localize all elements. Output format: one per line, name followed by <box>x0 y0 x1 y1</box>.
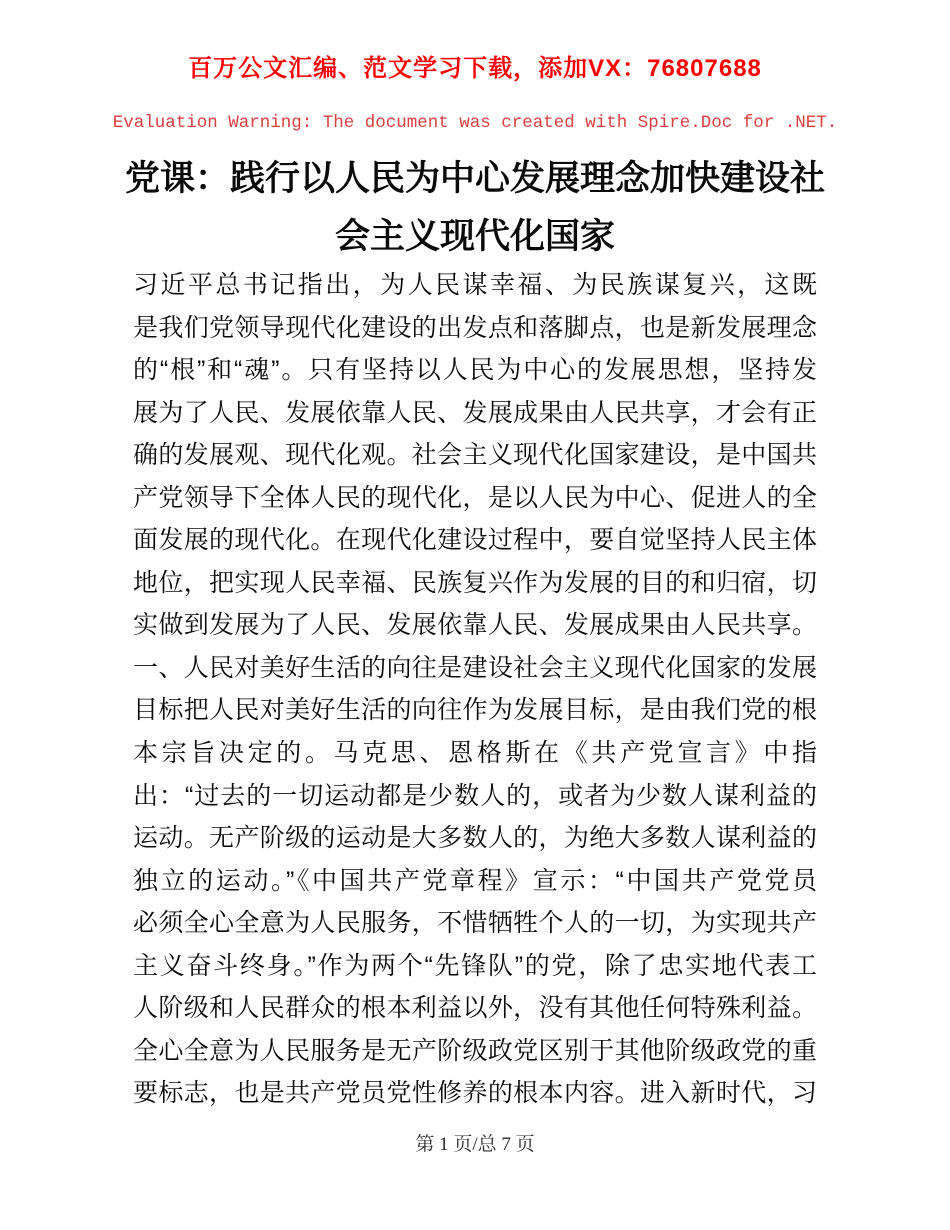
body-text-line: 的“根”和“魂”。只有坚持以人民为中心的发展思想，坚持发 <box>133 356 817 385</box>
body-text-line: 实做到发展为了人民、发展依靠人民、发展成果由人民共享。 <box>133 611 817 640</box>
body-text-line: 独立的运动。”《中国共产党章程》宣示：“中国共产党党员 <box>133 866 817 895</box>
document-body <box>133 264 817 1115</box>
document-title: 党课：践行以人民为中心发展理念加快建设社会主义现代化国家 <box>124 159 825 256</box>
body-text-line: 人阶级和人民群众的根本利益以外，没有其他任何特殊利益。 <box>133 994 817 1023</box>
page-number-label: 第 1 页/总 7 页 <box>415 1134 535 1155</box>
body-text-line: 要标志，也是共产党员党性修养的根本内容。进入新时代，习 <box>133 1079 817 1108</box>
body-text-line: 地位，把实现人民幸福、民族复兴作为发展的目的和归宿，切 <box>133 568 817 597</box>
promo-notice-text: 百万公文汇编、范文学习下载，添加VX：76807688 <box>188 55 762 82</box>
body-text-line: 一、人民对美好生活的向往是建设社会主义现代化国家的发展 <box>133 653 817 682</box>
body-text-line: 产党领导下全体人民的现代化，是以人民为中心、促进人的全 <box>133 483 817 512</box>
body-text-line: 面发展的现代化。在现代化建设过程中，要自觉坚持人民主体 <box>133 526 817 555</box>
body-text-line: 必须全心全意为人民服务，不惜牺牲个人的一切，为实现共产 <box>133 909 817 938</box>
body-text-line: 出：“过去的一切运动都是少数人的，或者为少数人谋利益的 <box>133 781 817 810</box>
body-text-line: 主义奋斗终身。”作为两个“先锋队”的党，除了忠实地代表工 <box>133 951 817 980</box>
body-text-line: 运动。无产阶级的运动是大多数人的，为绝大多数人谋利益的 <box>133 824 817 853</box>
body-text-line: 展为了人民、发展依靠人民、发展成果由人民共享，才会有正 <box>133 398 817 427</box>
body-text-line: 本宗旨决定的。马克思、恩格斯在《共产党宣言》中指 <box>133 739 817 768</box>
body-text-line: 习近平总书记指出，为人民谋幸福、为民族谋复兴，这既 <box>133 271 817 299</box>
evaluation-warning-text: Evaluation Warning: The document was created with Spire.Doc for .NET. <box>112 113 838 133</box>
body-text-line: 全心全意为人民服务是无产阶级政党区别于其他阶级政党的重 <box>133 1036 817 1065</box>
body-text-line: 目标把人民对美好生活的向往作为发展目标，是由我们党的根 <box>133 696 817 725</box>
body-text-line: 确的发展观、现代化观。社会主义现代化国家建设，是中国共 <box>133 441 817 470</box>
body-text-line: 是我们党领导现代化建设的出发点和落脚点，也是新发展理念 <box>133 313 817 342</box>
